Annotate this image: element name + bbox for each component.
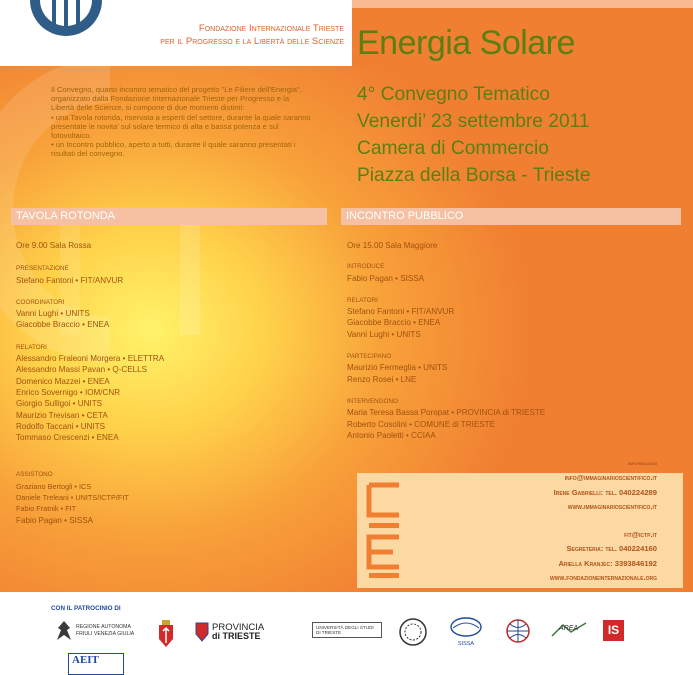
list-item: Alessandro Massi Pavan • Q-CELLS — [16, 365, 148, 375]
tab-tavola-rotonda: TAVOLA ROTONDA — [11, 208, 327, 225]
provincia-name: PROVINCIA — [212, 622, 265, 633]
list-item: Renzo Rosei • LNE — [347, 374, 417, 384]
org-line-2: per il Progresso e la Libertà delle Scienze — [160, 36, 344, 47]
shield-icon — [195, 622, 209, 642]
list-item: Maria Teresa Bassa Poropat • PROVINCIA di TRIESTE — [347, 408, 546, 418]
category-label: PARTECIPANO — [347, 353, 392, 361]
sissa-logo — [446, 616, 486, 647]
eagle-icon — [55, 620, 73, 642]
list-item: Maurizio Trevisan • CETA — [16, 410, 108, 420]
event-line: Camera di Commercio — [357, 138, 549, 159]
universita-name: UNIVERSITÀ DEGLI STUDI DI TRIESTE — [316, 625, 374, 635]
tab-incontro-pubblico: INCONTRO PUBBLICO — [341, 208, 681, 225]
sissa-name: SISSA — [457, 641, 475, 647]
contact-line: Ariella Kranjec: 3393846192 — [558, 558, 657, 568]
list-item: Tommaso Crescenzi • ENEA — [16, 433, 119, 443]
aeit-name: AEIT — [72, 654, 99, 666]
header-white-box — [0, 0, 352, 66]
event-line: Piazza della Borsa - Trieste — [357, 165, 591, 186]
provincia-logo — [195, 622, 264, 642]
list-item: Stefano Fantoni • FIT/ANVUR — [16, 275, 124, 285]
list-item: Antonio Paoletti • CCIAA — [347, 430, 436, 440]
contact-info — [550, 457, 657, 585]
list-item: Daniele Treleani • UNITS/ICTP/FIT — [16, 493, 129, 503]
event-line: 4° Convegno Tematico — [357, 84, 550, 105]
dies-logo — [365, 481, 403, 583]
list-item: Enrico Sovernigo • IOM/CNR — [16, 387, 121, 397]
category-label: RELATORI — [16, 343, 47, 351]
list-item: Domenico Mazzei • ENEA — [16, 376, 110, 386]
list-item: Fabio Pagan • SISSA — [347, 273, 425, 283]
category-label: INTRODUCE — [347, 263, 385, 271]
area-logo — [551, 622, 587, 638]
org-name — [120, 22, 344, 48]
list-item: Giacobbe Braccio • ENEA — [16, 320, 110, 330]
list-item: Stefano Fantoni • FIT/ANVUR — [347, 307, 455, 317]
list-item: Giacobbe Braccio • ENEA — [347, 318, 441, 328]
list-item: Vanni Lughi • UNITS — [347, 329, 421, 339]
category-label: RELATORI — [347, 296, 378, 304]
list-item: Vanni Lughi • UNITS — [16, 309, 90, 319]
globe-icon — [505, 618, 531, 644]
list-item: Graziano Bertogli • ICS — [16, 481, 92, 491]
website-link[interactable]: www.immaginarioscientifico.it — [567, 501, 657, 511]
list-item: Fabio Fratnik • FIT — [16, 504, 77, 514]
intro-paragraph: Il Convegno, quarto incontro tematico del progetto "Le Filiere dell'Energia", organizzato dalla Fondazione Internazionale Trieste per Progresso e la Libertà delle Scienze, si compone di due momenti distinti: — [51, 85, 302, 113]
list-item: Giorgio Sulligoi • UNITS — [16, 399, 103, 409]
category-label: PRESENTAZIONE — [16, 265, 69, 273]
list-item: Rodolfo Taccani • UNITS — [16, 421, 106, 431]
intro-text — [51, 85, 313, 159]
regione-logo — [55, 620, 138, 642]
seal-icon — [399, 618, 427, 646]
list-item: Roberto Cosolini • COMUNE di TRIESTE — [347, 419, 495, 429]
list-item: Fabio Pagan • SISSA — [16, 515, 94, 525]
sissa-icon — [449, 616, 483, 638]
category-label: ASSISTONO — [16, 471, 53, 479]
tavola-rotonda-column — [16, 240, 316, 526]
universita-logo — [312, 622, 382, 638]
intro-paragraph: • una Tavola rotonda, riservata a esperti del settore, durante la quale saranno presentate le novita' sul solare termico di alta e bassa potenza e sul fotovoltaico. — [51, 112, 311, 141]
ics-logo: IS — [603, 620, 624, 641]
fit-logo — [28, 0, 104, 52]
list-item: Alessandro Fraleoni Morgera • ELETTRA — [16, 354, 165, 364]
category-label: COORDINATORI — [16, 298, 65, 306]
list-item: Maurizio Fermeglia • UNITS — [347, 363, 448, 373]
session-time: Ore 15.00 Sala Maggiore — [347, 241, 438, 250]
event-line: Venerdi’ 23 settembre 2011 — [357, 111, 590, 132]
email-link[interactable]: fit@ictp.it — [624, 530, 657, 540]
info-label: informazioni — [627, 460, 657, 467]
email-link[interactable]: info@immaginarioscientifico.it — [564, 473, 657, 483]
category-label: INTERVENGONO — [347, 397, 398, 405]
comune-shield-icon — [157, 619, 175, 649]
org-line-1: Fondazione Internazionale Trieste — [198, 23, 344, 34]
provincia-city: di TRIESTE — [212, 631, 261, 641]
incontro-pubblico-column — [347, 240, 677, 441]
sponsor-label: CON IL PATROCINIO DI — [51, 605, 121, 612]
event-details — [357, 81, 591, 189]
page-title: Energia Solare — [357, 24, 575, 62]
session-time: Ore 9.00 Sala Rossa — [16, 241, 92, 250]
contact-line: Segreteria: tel. 040224160 — [566, 544, 657, 554]
area-name: AREA — [559, 625, 579, 632]
aeit-logo — [68, 653, 124, 675]
website-link[interactable]: www.fondazioneinternazionale.org — [550, 573, 657, 583]
contact-line: Irene Gabrielli: tel. 040224289 — [553, 487, 657, 497]
intro-paragraph: • un Incontro pubblico, aperto a tutti, durante il quale saranno presentati i risultati del convegno. — [51, 140, 296, 159]
regione-name: REGIONE AUTONOMA FRIULI VENEZIA GIULIA — [76, 624, 135, 637]
